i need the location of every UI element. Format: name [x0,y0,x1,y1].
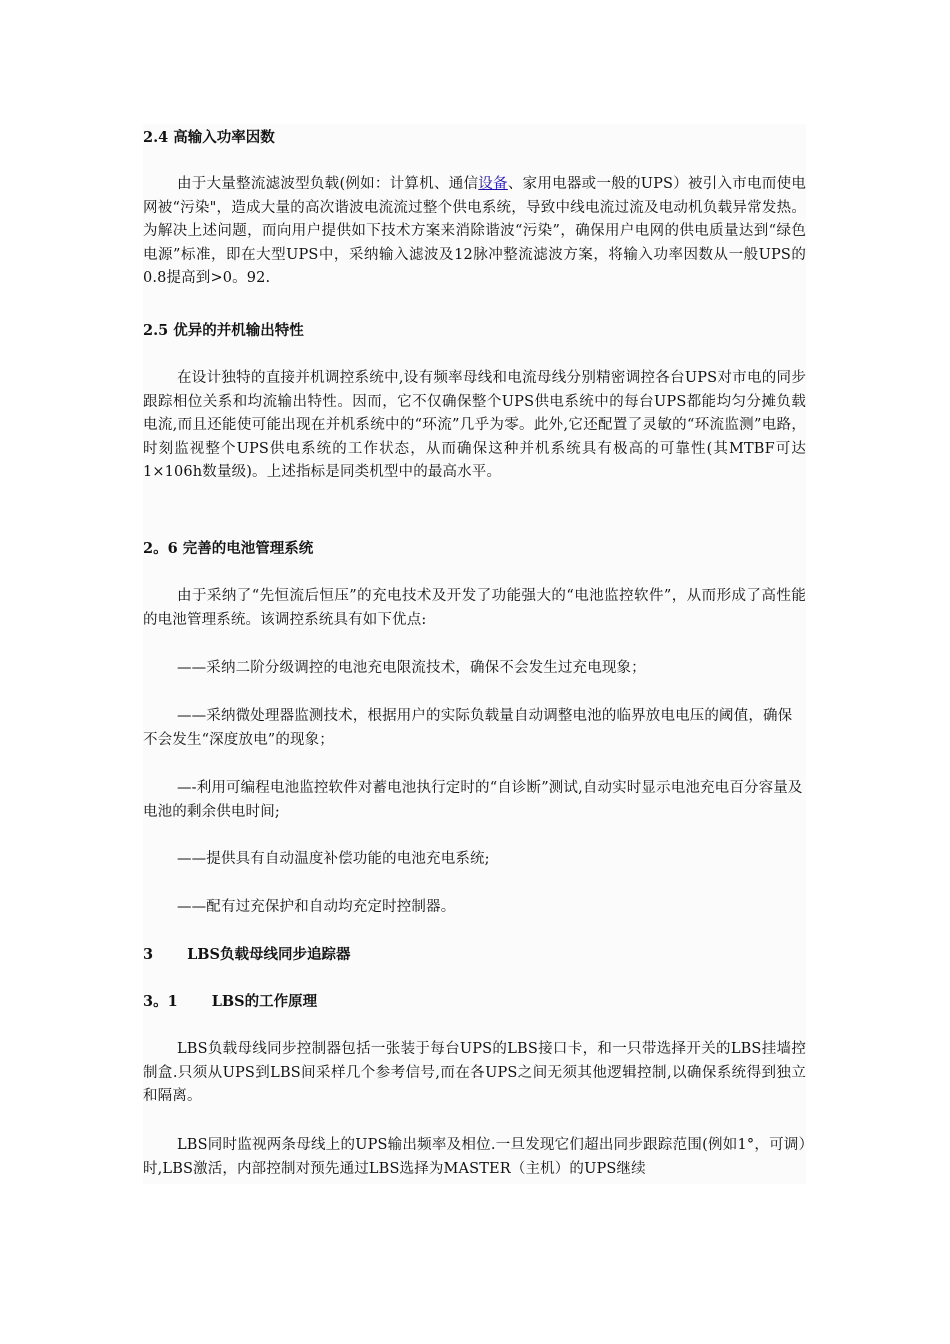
section-2-5-heading: 2.5 优异的并机输出特性 [143,322,304,339]
section-3-1-paragraph-1: LBS负载母线同步控制器包括一张装于每台UPS的LBS接口卡，和一只带选择开关的LBS挂墙控制盒.只须从UPS到LBS间采样几个参考信号,而在各UPS之间无须其他逻辑控制,以确保系统得到独立和隔离。 [143,1041,806,1104]
list-item: ——采纳二阶分级调控的电池充电限流技术，确保不会发生过充电现象； [177,660,646,676]
list-item: —-利用可编程电池监控软件对蓄电池执行定时的“自诊断”测试,自动实时显示电池充电百分容量及电池的剩余供电时间; [143,780,803,820]
section-2-6-heading: 2。6 完善的电池管理系统 [143,540,314,557]
section-3-1-heading [143,992,806,1012]
document-page [143,124,806,1184]
heading-number: 3 [143,946,154,963]
heading-text: LBS负载母线同步追踪器 [187,946,351,963]
list-item: ——提供具有自动温度补偿功能的电池充电系统; [177,851,490,867]
list-item: ——配有过充保护和自动均充定时控制器。 [177,899,456,915]
heading-number: 3。1 [143,993,178,1010]
list-item: ——采纳微处理器监测技术，根据用户的实际负载量自动调整电池的临界放电电压的阈值，确保不会发生“深度放电”的现象； [143,708,793,748]
section-2-5-paragraph: 在设计独特的直接并机调控系统中,设有频率母线和电流母线分别精密调控各台UPS对市电的同步跟踪相位关系和均流输出特性。因而，它不仅确保整个UPS供电系统中的每台UPS都能均匀分摊负载电流,而且还能使可能出现在并机系统中的“环流”几乎为零。此外,它还配置了灵敏的“环流监测”电路，时刻监视整个UPS供电系统的工作状态，从而确保这种并机系统具有极高的可靠性(其MTBF可达1×106h数量级)。上述指标是同类机型中的最高水平。 [143,370,806,480]
paragraph-text: 、家用电器或一般的UPS）被引入市电而使电网被“污染"，造成大量的高次谐波电流流过整个供电系统，导致中线电流过流及电动机负载异常发热。为解决上述问题，而向用户提供如下技术方案来消除谐波“污染”，确保用户电网的供电质量达到“绿色电源”标准，即在大型UPS中，采纳输入滤波及12脉冲整流滤波方案，将输入功率因数从一般UPS的0.8提高到>0。92. [143,176,806,286]
section-2-4-heading: 2.4 高输入功率因数 [143,129,275,146]
heading-text: LBS的工作原理 [211,993,318,1010]
section-2-4-paragraph [143,173,806,291]
section-3-heading [143,945,806,965]
section-2-6-paragraph: 由于采纳了“先恒流后恒压”的充电技术及开发了功能强大的“电池监控软件”，从而形成了高性能的电池管理系统。该调控系统具有如下优点: [143,588,806,628]
paragraph-text: 由于大量整流滤波型负载(例如：计算机、通信 [177,176,479,192]
equipment-link[interactable]: 设备 [478,176,508,192]
section-3-1-paragraph-2: LBS同时监视两条母线上的UPS输出频率及相位.一旦发现它们超出同步跟踪范围(例如1°，可调）时,LBS激活，内部控制对预先通过LBS选择为MASTER（主机）的UPS继续 [143,1137,806,1177]
